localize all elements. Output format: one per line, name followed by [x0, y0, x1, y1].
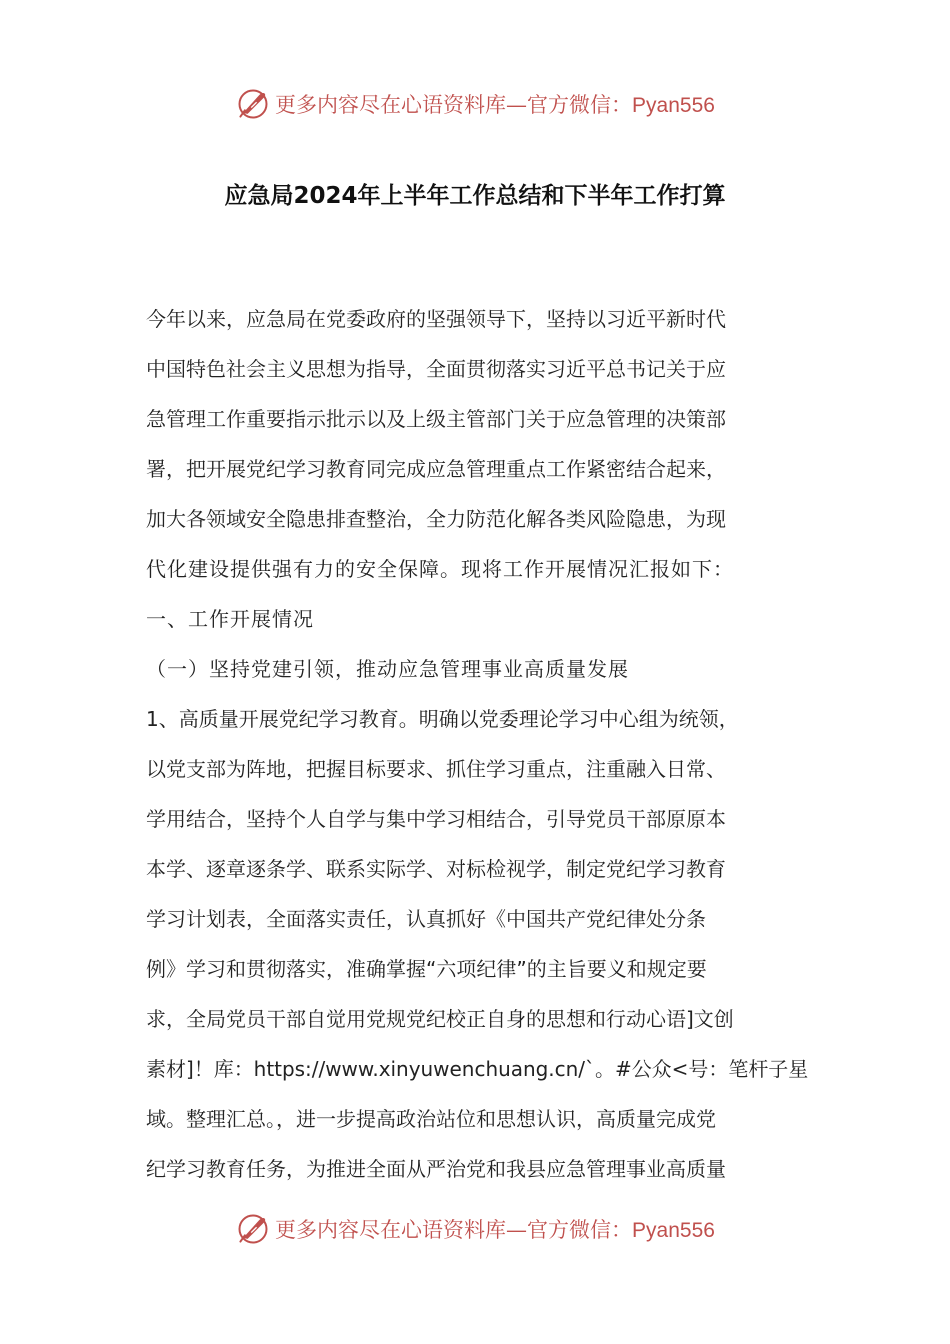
watermark-wechat-id: Pyan556 [632, 1219, 715, 1242]
watermark-wechat-id: Pyan556 [632, 94, 715, 117]
text-line: 纪学习教育任务，为推进全面从严治党和我县应急管理事业高质量 [146, 1157, 726, 1181]
text-line: 今年以来，应急局在党委政府的坚强领导下，坚持以习近平新时代 [146, 307, 726, 331]
text-line: 1、高质量开展党纪学习教育。明确以党委理论学习中心组为统领， [146, 707, 739, 731]
text-line: 求，全局党员干部自觉用党规党纪校正自身的思想和行动心语]文创 [146, 1007, 734, 1031]
text-line: 中国特色社会主义思想为指导，全面贯彻落实习近平总书记关于应 [146, 357, 726, 381]
text-line: 例》学习和贯彻落实，准确掌握“六项纪律”的主旨要义和规定要 [146, 957, 707, 981]
text-line: 素材]！库：https://www.xinyuwenchuang.cn/`。#公众<号：笔杆子星 [146, 1057, 808, 1081]
watermark-banner-top [0, 79, 950, 129]
quill-pen-logo-icon [235, 1211, 271, 1247]
text-line: 域。整理汇总。，进一步提高政治站位和思想认识，高质量完成党 [146, 1107, 716, 1131]
text-line: 本学、逐章逐条学、联系实际学、对标检视学，制定党纪学习教育 [146, 857, 726, 881]
text-line: 学用结合，坚持个人自学与集中学习相结合，引导党员干部原原本 [146, 807, 726, 831]
document-body [146, 294, 808, 1194]
text-line: 署，把开展党纪学习教育同完成应急管理重点工作紧密结合起来， [146, 457, 726, 481]
quill-pen-logo-icon [235, 86, 271, 122]
watermark-text: 更多内容尽在心语资料库—官方微信： [275, 1218, 633, 1242]
text-line: 以党支部为阵地，把握目标要求、抓住学习重点，注重融入日常、 [146, 757, 726, 781]
text-line: 学习计划表，全面落实责任，认真抓好《中国共产党纪律处分条 [146, 907, 706, 931]
text-line: 一、工作开展情况 [146, 607, 314, 631]
text-line: 代化建设提供强有力的安全保障。现将工作开展情况汇报如下： [146, 557, 734, 581]
text-line: （一）坚持党建引领，推动应急管理事业高质量发展 [146, 657, 629, 681]
text-line: 急管理工作重要指示批示以及上级主管部门关于应急管理的决策部 [146, 407, 726, 431]
watermark-text: 更多内容尽在心语资料库—官方微信： [275, 93, 633, 117]
text-line: 加大各领域安全隐患排查整治，全力防范化解各类风险隐患，为现 [146, 507, 726, 531]
document-title: 应急局2024年上半年工作总结和下半年工作打算 [224, 183, 726, 209]
watermark-banner-bottom [0, 1204, 950, 1254]
